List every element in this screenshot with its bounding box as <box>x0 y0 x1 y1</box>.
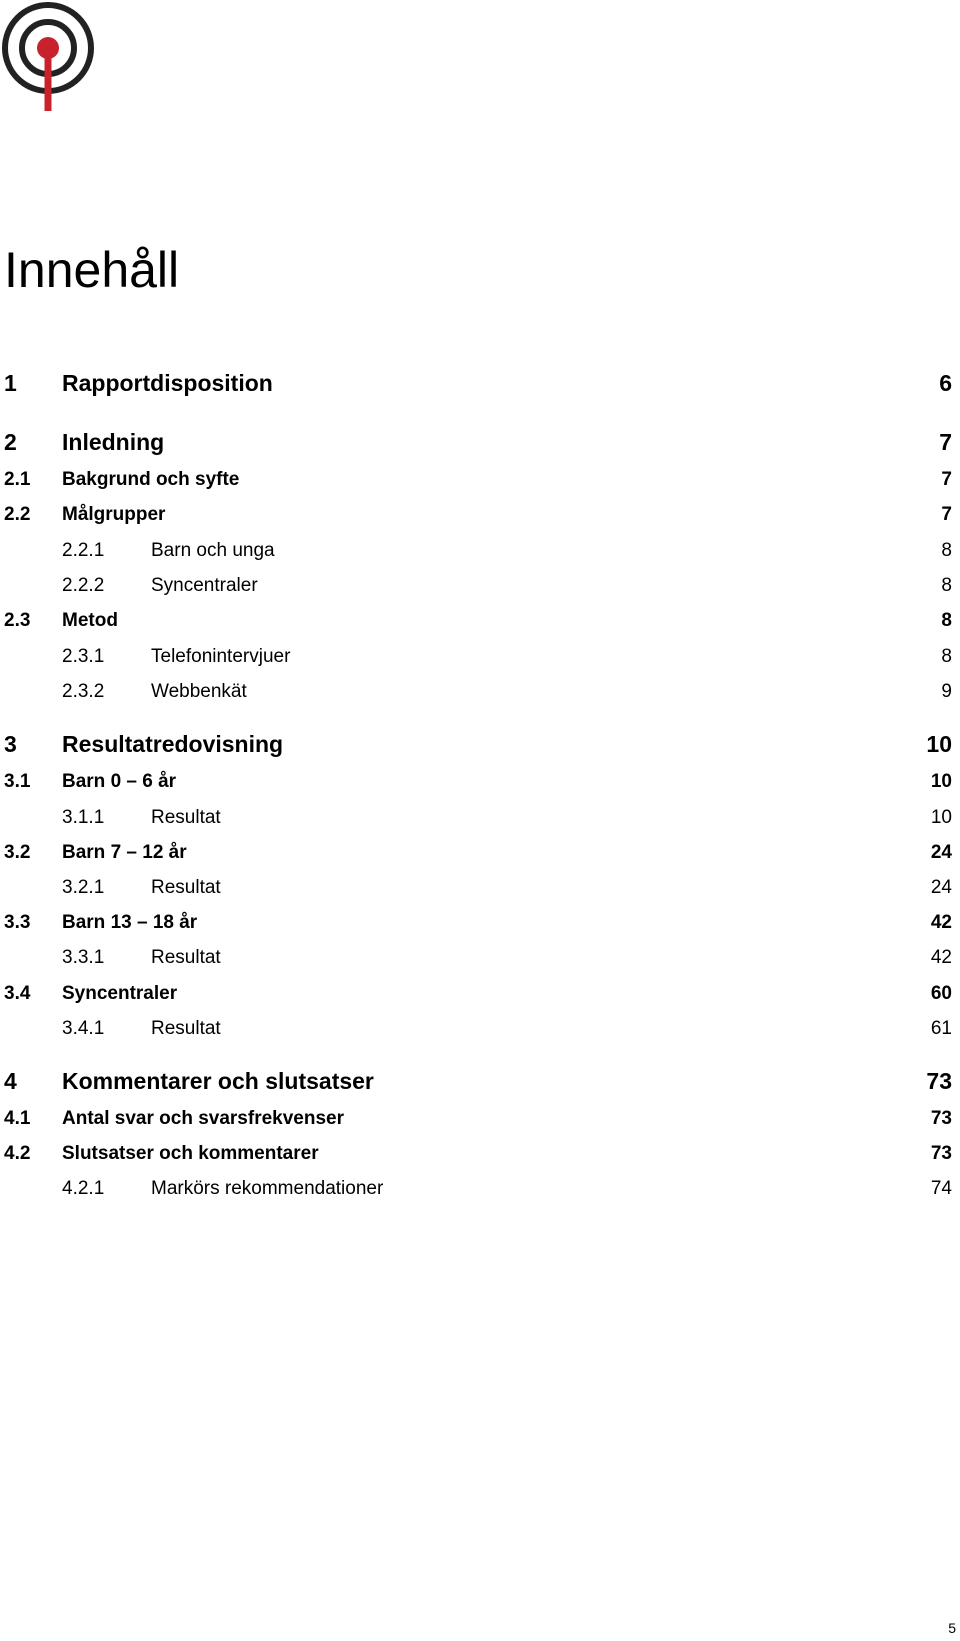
toc-entry-number: 3.3 <box>4 912 31 933</box>
toc-entry[interactable] <box>0 1018 952 1048</box>
toc-entry-title: Webbenkät <box>151 681 247 702</box>
toc-entry-number: 3 <box>4 731 17 757</box>
toc-entry-title: Barn 0 – 6 år <box>62 771 177 792</box>
toc-entry[interactable] <box>0 504 952 534</box>
toc-entry-page: 73 <box>930 1108 952 1129</box>
toc-entry-page: 10 <box>930 807 952 828</box>
toc-entry-page: 8 <box>941 610 952 631</box>
toc-entry-page: 24 <box>930 842 952 863</box>
toc-entry[interactable] <box>0 877 952 907</box>
toc-entry-number: 4.2.1 <box>62 1178 105 1199</box>
toc-entry[interactable] <box>0 681 952 711</box>
toc-entry-title: Telefonintervjuer <box>151 646 291 667</box>
toc-entry[interactable] <box>0 1143 952 1173</box>
toc-entry-number: 4.2 <box>4 1143 31 1164</box>
toc-entry-number: 4 <box>4 1068 17 1094</box>
toc-entry-page: 7 <box>939 429 952 455</box>
toc-entry-number: 2.3.2 <box>62 681 105 702</box>
toc-entry-number: 2 <box>4 429 17 455</box>
toc-entry-page: 73 <box>926 1068 952 1094</box>
toc-entry-page: 8 <box>941 646 952 667</box>
toc-entry-number: 2.3.1 <box>62 646 105 667</box>
toc-entry-number: 2.2.1 <box>62 540 105 561</box>
toc-entry-title: Metod <box>62 610 118 631</box>
toc-entry-page: 8 <box>941 540 952 561</box>
toc-entry-page: 73 <box>930 1143 952 1164</box>
toc-entry[interactable] <box>0 610 952 640</box>
toc-entry-page: 6 <box>939 370 952 396</box>
toc-entry[interactable] <box>0 731 952 761</box>
toc-entry-page: 42 <box>930 912 952 933</box>
toc-entry-number: 3.1 <box>4 771 31 792</box>
toc-entry[interactable] <box>0 646 952 676</box>
toc-entry-page: 74 <box>930 1178 952 1199</box>
toc-entry-page: 61 <box>930 1018 952 1039</box>
toc-entry-title: Bakgrund och syfte <box>62 469 240 490</box>
toc-entry-page: 10 <box>930 771 952 792</box>
toc-entry-title: Resultat <box>151 1018 221 1039</box>
toc-entry-number: 2.3 <box>4 610 31 631</box>
toc-entry[interactable] <box>0 1068 952 1098</box>
toc-entry[interactable] <box>0 575 952 605</box>
toc-entry[interactable] <box>0 912 952 942</box>
toc-entry[interactable] <box>0 1108 952 1138</box>
toc-entry-number: 3.1.1 <box>62 807 105 828</box>
toc-entry-page: 60 <box>930 983 952 1004</box>
page-title: Innehåll <box>4 242 180 298</box>
toc-entry-title: Barn och unga <box>151 540 275 561</box>
toc-entry-number: 3.2.1 <box>62 877 105 898</box>
toc-entry[interactable] <box>0 771 952 801</box>
toc-entry[interactable] <box>0 947 952 977</box>
toc-entry-title: Resultat <box>151 947 221 968</box>
toc-entry[interactable] <box>0 370 952 400</box>
toc-entry[interactable] <box>0 842 952 872</box>
toc-entry-number: 2.2.2 <box>62 575 105 596</box>
toc-entry-title: Resultatredovisning <box>62 731 284 757</box>
toc-entry[interactable] <box>0 983 952 1013</box>
toc-entry-title: Resultat <box>151 807 221 828</box>
toc-entry-number: 3.3.1 <box>62 947 105 968</box>
toc-entry-number: 3.4 <box>4 983 31 1004</box>
toc-entry-title: Kommentarer och slutsatser <box>62 1068 374 1094</box>
toc-entry-number: 2.2 <box>4 504 31 525</box>
toc-entry[interactable] <box>0 540 952 570</box>
toc-entry-title: Markörs rekommendationer <box>151 1178 384 1199</box>
toc-entry-title: Syncentraler <box>62 983 178 1004</box>
toc-entry[interactable] <box>0 1178 952 1208</box>
toc-entry-page: 9 <box>941 681 952 702</box>
toc-entry-number: 3.4.1 <box>62 1018 105 1039</box>
toc-entry-page: 10 <box>926 731 952 757</box>
toc-entry-page: 42 <box>930 947 952 968</box>
page-number: 5 <box>948 1620 956 1636</box>
toc-entry[interactable] <box>0 469 952 499</box>
toc-entry-title: Målgrupper <box>62 504 166 525</box>
toc-entry-title: Barn 7 – 12 år <box>62 842 187 863</box>
toc-entry-title: Barn 13 – 18 år <box>62 912 198 933</box>
toc-entry-page: 7 <box>941 469 952 490</box>
toc-entry-title: Resultat <box>151 877 221 898</box>
toc-entry[interactable] <box>0 807 952 837</box>
toc-entry-title: Rapportdisposition <box>62 370 273 396</box>
toc-entry-number: 2.1 <box>4 469 31 490</box>
toc-entry-title: Syncentraler <box>151 575 258 596</box>
toc-entry-title: Slutsatser och kommentarer <box>62 1143 319 1164</box>
toc-entry-page: 7 <box>941 504 952 525</box>
toc-entry[interactable] <box>0 429 952 459</box>
toc-entry-number: 1 <box>4 370 17 396</box>
toc-entry-page: 24 <box>930 877 952 898</box>
toc-entry-number: 3.2 <box>4 842 31 863</box>
toc-entry-title: Inledning <box>62 429 165 455</box>
target-pin-logo-icon <box>0 0 100 115</box>
toc-entry-page: 8 <box>941 575 952 596</box>
toc-entry-number: 4.1 <box>4 1108 31 1129</box>
toc-entry-title: Antal svar och svarsfrekvenser <box>62 1108 344 1129</box>
